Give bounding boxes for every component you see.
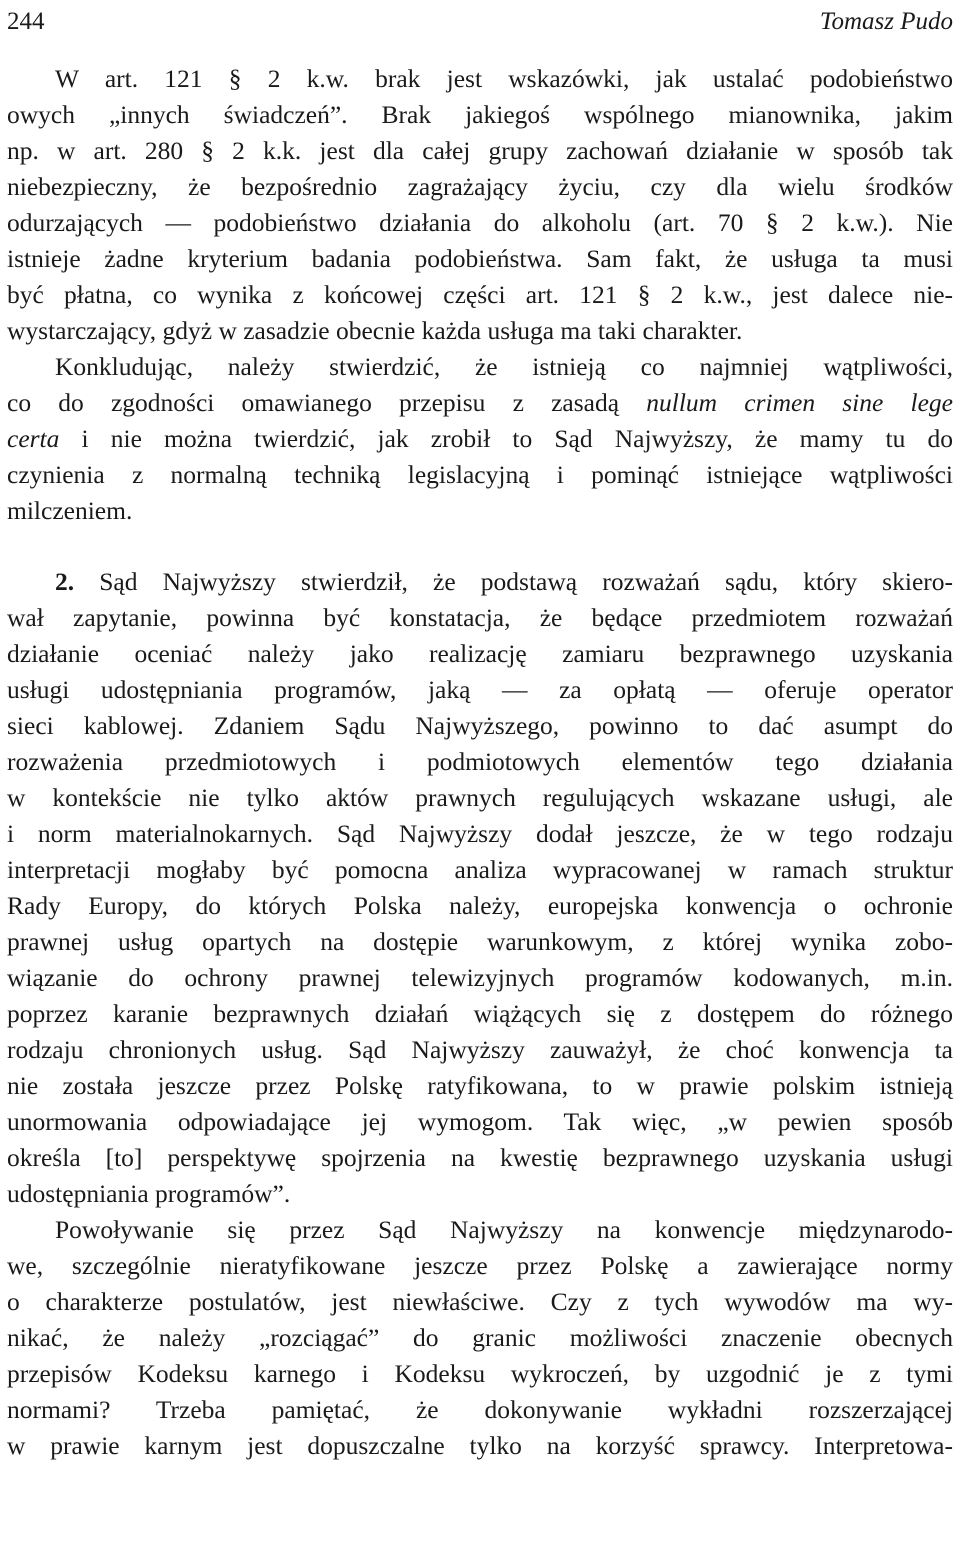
running-head-author: Tomasz Pudo bbox=[819, 8, 953, 35]
text-run: co do zgodności omawianego przepisu z zasadą bbox=[7, 388, 647, 417]
text-line: wystarczający, gdyż w zasadzie obecnie każda usługa ma taki charakter. bbox=[7, 316, 743, 345]
text-line: odurzających — podobieństwo działania do alkoholu (art. 70 § 2 k.w.). Nie bbox=[7, 208, 953, 237]
latin-phrase: certa bbox=[7, 424, 60, 453]
text-line: Rady Europy, do których Polska należy, europejska konwencja o ochronie bbox=[7, 891, 953, 920]
text-line: sieci kablowej. Zdaniem Sądu Najwyższego, powinno to dać asumpt do bbox=[7, 711, 953, 740]
text-line: owych „innych świadczeń”. Brak jakiegoś wspólnego mianownika, jakim bbox=[7, 100, 953, 129]
text-line: określa [to] perspektywę spojrzenia na kwestię bezprawnego uzyskania usługi bbox=[7, 1143, 953, 1172]
text-line bbox=[55, 564, 953, 600]
text-line: nikać, że należy „rozciągać” do granic możliwości znaczenie obecnych bbox=[7, 1323, 953, 1352]
text-line: unormowania odpowiadające jej wymogom. Tak więc, „w pewien sposób bbox=[7, 1107, 953, 1136]
text-line: wiązanie do ochrony prawnej telewizyjnych programów kodowanych, m.in. bbox=[7, 963, 953, 992]
text-line: Powoływanie się przez Sąd Najwyższy na konwencje międzynarodo- bbox=[55, 1215, 953, 1244]
text-line: poprzez karanie bezprawnych działań wiążących się z dostępem do różnego bbox=[7, 999, 953, 1028]
text-line: czynienia z normalną techniką legislacyjną i pominąć istniejące wątpliwości bbox=[7, 460, 953, 489]
text-line: prawnej usług opartych na dostępie warunkowym, z której wynika zobo- bbox=[7, 927, 953, 956]
latin-phrase: nullum crimen sine lege bbox=[646, 388, 953, 417]
text-line: być płatna, co wynika z końcowej części art. 121 § 2 k.w., jest dalece nie- bbox=[7, 280, 953, 309]
text-line: i norm materialnokarnych. Sąd Najwyższy dodał jeszcze, że w tego rodzaju bbox=[7, 819, 953, 848]
text-line: interpretacji mogłaby być pomocna analiza wypracowanej w ramach struktur bbox=[7, 855, 953, 884]
text-line: przepisów Kodeksu karnego i Kodeksu wykroczeń, by uzgodnić je z tymi bbox=[7, 1359, 953, 1388]
text-line: we, szczególnie nieratyfikowane jeszcze przez Polskę a zawierające normy bbox=[7, 1251, 953, 1280]
text-line: wał zapytanie, powinna być konstatacja, że będące przedmiotem rozważań bbox=[7, 603, 953, 632]
text-line bbox=[7, 385, 953, 421]
text-run: i nie można twierdzić, jak zrobił to Sąd Najwyższy, że mamy tu do bbox=[59, 424, 953, 453]
text-line: W art. 121 § 2 k.w. brak jest wskazówki, jak ustalać podobieństwo bbox=[55, 64, 953, 93]
text-line: niebezpieczny, że bezpośrednio zagrażający życiu, czy dla wielu środków bbox=[7, 172, 953, 201]
page-header bbox=[7, 4, 953, 40]
text-line bbox=[7, 421, 953, 457]
text-line: rozważenia przedmiotowych i podmiotowych elementów tego działania bbox=[7, 747, 953, 776]
text-line: w kontekście nie tylko aktów prawnych regulujących wskazane usługi, ale bbox=[7, 783, 953, 812]
text-line: Konkludując, należy stwierdzić, że istnieją co najmniej wątpliwości, bbox=[55, 352, 953, 381]
text-line: normami? Trzeba pamiętać, że dokonywanie wykładni rozszerzającej bbox=[7, 1395, 953, 1424]
text-line: milczeniem. bbox=[7, 496, 133, 525]
text-line: działanie oceniać należy jako realizację zamiaru bezprawnego uzyskania bbox=[7, 639, 953, 668]
text-line: w prawie karnym jest dopuszczalne tylko na korzyść sprawcy. Interpretowa- bbox=[7, 1431, 953, 1460]
text-line: np. w art. 280 § 2 k.k. jest dla całej grupy zachowań działanie w sposób tak bbox=[7, 136, 953, 165]
text-line: istnieje żadne kryterium badania podobieństwa. Sam fakt, że usługa ta musi bbox=[7, 244, 953, 273]
page-number: 244 bbox=[7, 8, 45, 35]
text-line: o charakterze postulatów, jest niewłaściwe. Czy z tych wywodów ma wy- bbox=[7, 1287, 953, 1316]
text-line: usługi udostępniania programów, jaką — za opłatą — oferuje operator bbox=[7, 675, 953, 704]
text-line: udostępniania programów”. bbox=[7, 1179, 291, 1208]
section-number: 2. bbox=[55, 567, 75, 596]
text-line: rodzaju chronionych usług. Sąd Najwyższy zauważył, że choć konwencja ta bbox=[7, 1035, 953, 1064]
text-run: Sąd Najwyższy stwierdził, że podstawą rozważań sądu, który skiero- bbox=[74, 567, 953, 596]
text-line: nie została jeszcze przez Polskę ratyfikowana, to w prawie polskim istnieją bbox=[7, 1071, 953, 1100]
